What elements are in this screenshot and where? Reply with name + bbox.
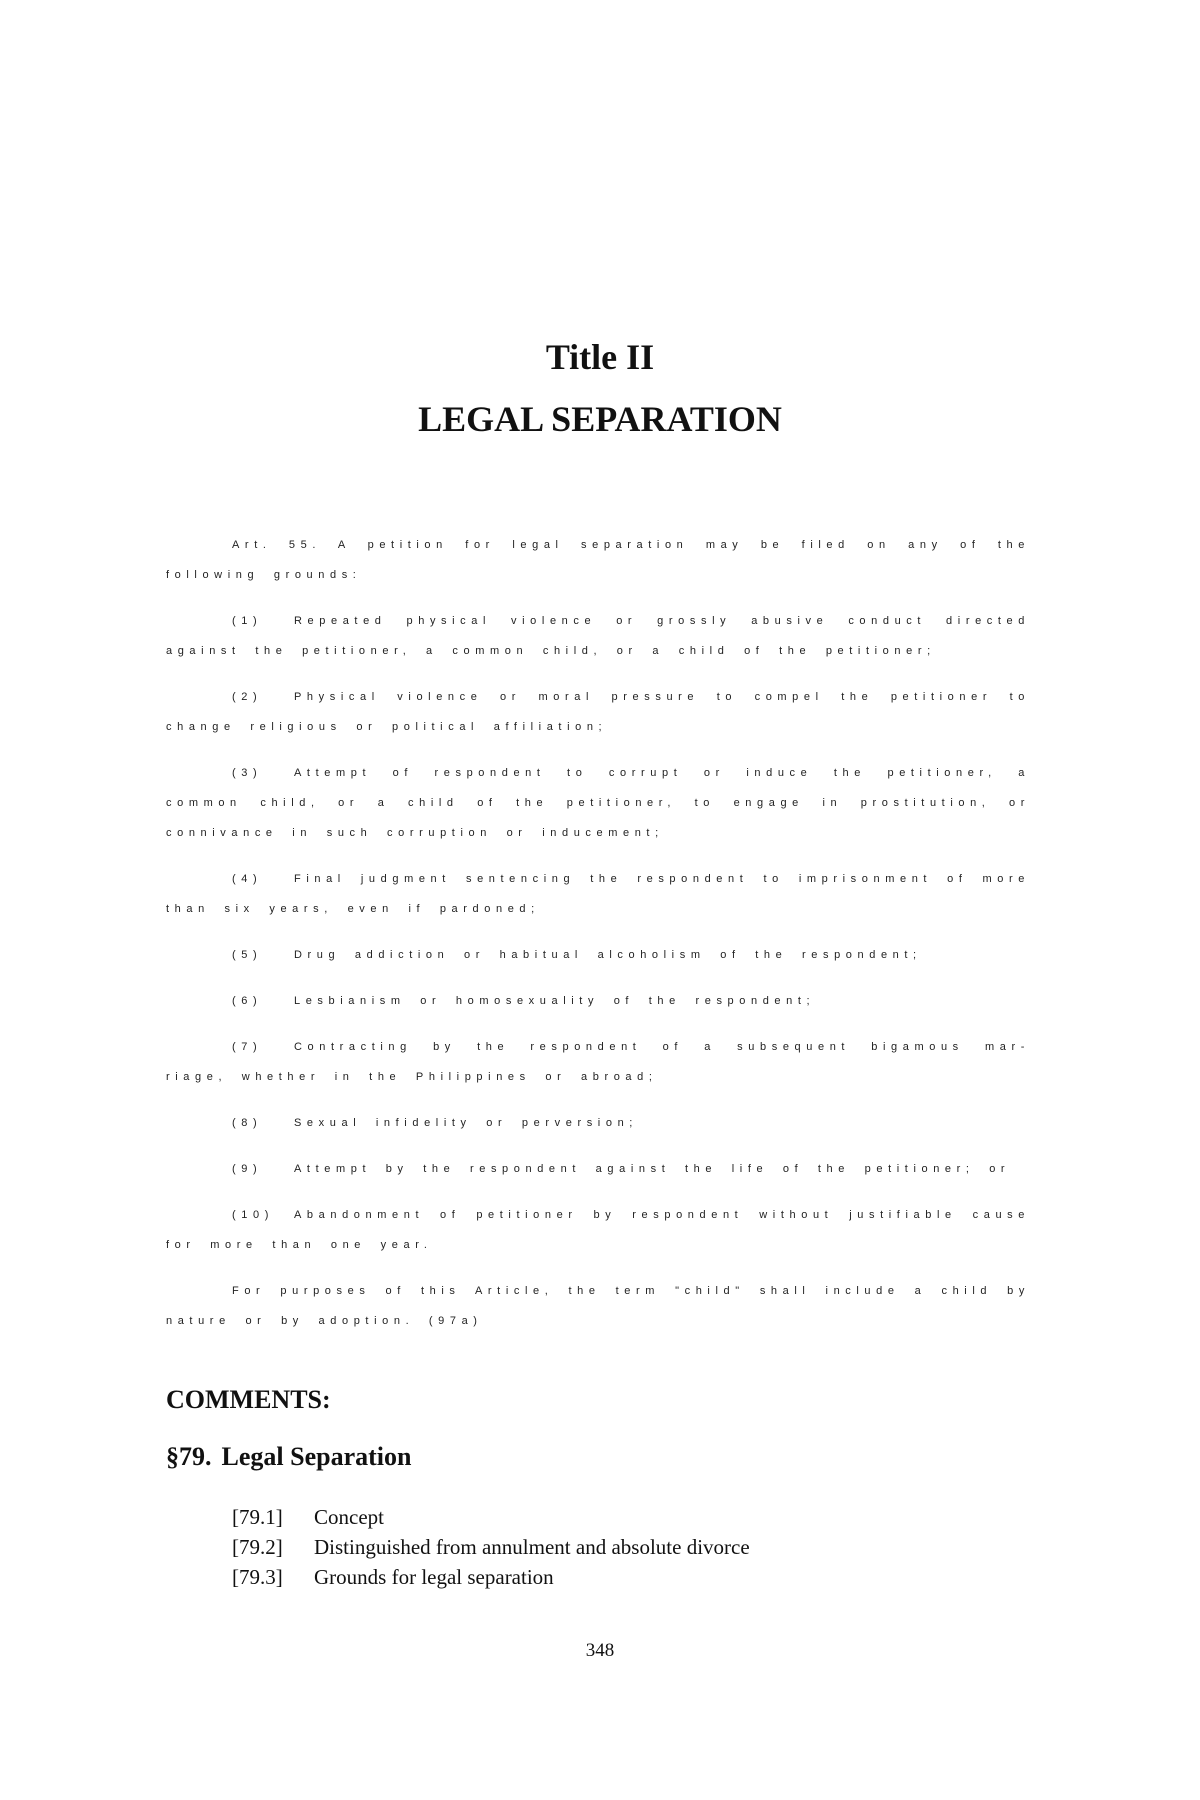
section-heading xyxy=(166,1442,411,1472)
ground-text: Drug addiction or habitual alcoholism of the respondent; xyxy=(294,949,922,961)
article-intro: Art. 55. A petition for legal separation may be filed on any of the following grounds: xyxy=(166,539,1030,581)
comments-heading: COMMENTS: xyxy=(166,1385,331,1414)
ground-text: Repeated physical violence or grossly abusive conduct directed against the petitioner, a common child, or a child of the petitioner; xyxy=(166,615,1030,657)
ground-item xyxy=(166,940,1030,970)
ground-text: Final judgment sentencing the respondent to imprisonment of more than six years, even if pardoned; xyxy=(166,873,1030,915)
outline-label: Grounds for legal separation xyxy=(314,1565,554,1589)
page-number: 348 xyxy=(585,1640,615,1661)
outline-label: Concept xyxy=(314,1505,384,1529)
ground-item xyxy=(166,1200,1030,1260)
ground-text: Sexual infidelity or perversion; xyxy=(294,1117,638,1129)
outline-item xyxy=(232,1532,750,1562)
ground-item xyxy=(166,1154,1030,1184)
ground-number: (10) xyxy=(232,1209,274,1221)
ground-item xyxy=(166,1108,1030,1138)
outline-number: [79.3] xyxy=(232,1565,283,1589)
ground-text: Attempt of respondent to corrupt or induce the petitioner, a common child, or a child of the petitioner, to engage in prostitution, or connivance in such corruption or inducement; xyxy=(166,767,1030,839)
title-subheading: LEGAL SEPARATION xyxy=(418,399,782,439)
ground-number: (6) xyxy=(232,995,263,1007)
outline-item xyxy=(232,1562,750,1592)
outline-number: [79.1] xyxy=(232,1505,283,1529)
ground-text: Physical violence or moral pressure to compel the petitioner to change religious or political affiliation; xyxy=(166,691,1030,733)
ground-number: (3) xyxy=(232,767,263,779)
outline-item xyxy=(232,1502,750,1532)
ground-number: (8) xyxy=(232,1117,263,1129)
ground-number: (9) xyxy=(232,1163,263,1175)
ground-item xyxy=(166,864,1030,924)
ground-number: (2) xyxy=(232,691,263,703)
ground-text: Lesbianism or homosexuality of the respondent; xyxy=(294,995,816,1007)
section-outline xyxy=(232,1502,750,1592)
ground-number: (7) xyxy=(232,1041,263,1053)
ground-item xyxy=(166,682,1030,742)
ground-item xyxy=(166,606,1030,666)
article-closing: For purposes of this Article, the term "child" shall include a child by nature or by adoption. (97a) xyxy=(166,1285,1030,1327)
ground-item xyxy=(166,1032,1030,1092)
title-heading: Title II xyxy=(545,337,655,377)
ground-text: Attempt by the respondent against the life of the petitioner; or xyxy=(294,1163,1011,1175)
outline-number: [79.2] xyxy=(232,1535,283,1559)
ground-number: (5) xyxy=(232,949,263,961)
section-title: Legal Separation xyxy=(221,1442,412,1471)
ground-text: Abandonment of petitioner by respondent without justifiable cause for more than one year. xyxy=(166,1209,1030,1251)
outline-label: Distinguished from annulment and absolute divorce xyxy=(314,1535,750,1559)
ground-text: Contracting by the respondent of a subsequent bigamous mar-riage, whether in the Philippines or abroad; xyxy=(166,1041,1030,1083)
ground-item xyxy=(166,986,1030,1016)
ground-number: (1) xyxy=(232,615,263,627)
section-number: §79. xyxy=(166,1442,212,1471)
article-body xyxy=(166,530,1030,1352)
ground-item xyxy=(166,758,1030,848)
ground-number: (4) xyxy=(232,873,263,885)
